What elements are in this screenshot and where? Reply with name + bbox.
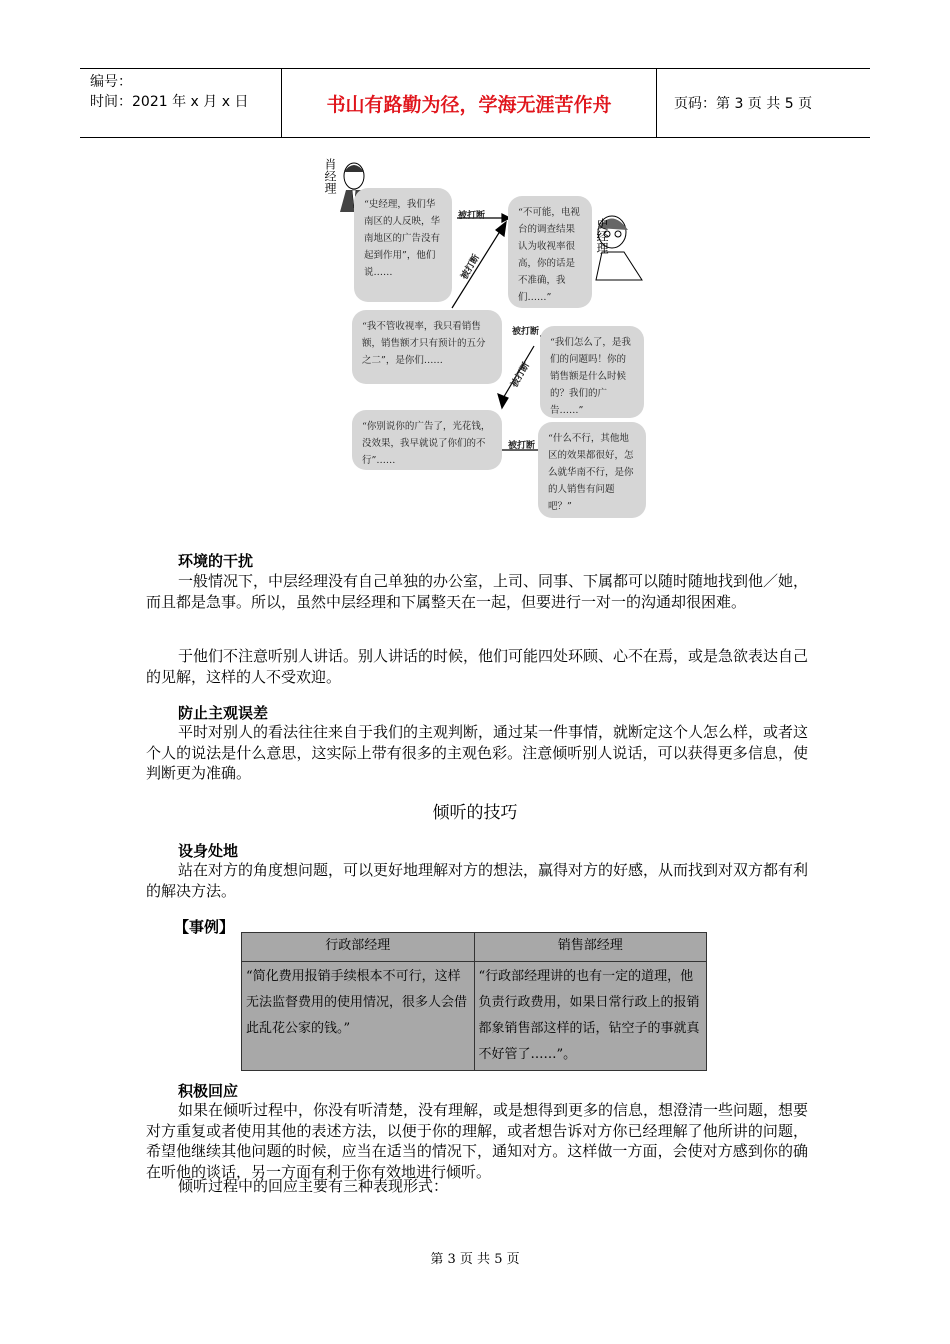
- paragraph: 于他们不注意听别人讲话。别人讲话的时候，他们可能四处环顾、心不在焉，或是急欲表达自己的见解，这样的人不受欢迎。: [146, 647, 809, 686]
- table-header: 销售部经理: [474, 933, 707, 962]
- interrupt-caption: 被打断: [458, 211, 486, 221]
- speech-bubble: “史经理，我们华南区的人反映，华南地区的广告没有起到作用”，他们说……: [354, 188, 452, 302]
- paragraph: 站在对方的角度想问题，可以更好地理解对方的想法，赢得对方的好感，从而找到对双方都有利的解决方法。: [146, 861, 809, 900]
- serial-label: 编号：: [90, 74, 132, 90]
- document-header: [80, 68, 870, 138]
- speech-bubble: “我们怎么了，是我们的问题吗！你的销售额是什么时候的？我们的广告……”: [540, 326, 644, 418]
- speech-bubble: “什么不行，其他地区的效果都很好，怎么就华南不行，是你的人销售有问题吧？”: [538, 422, 646, 518]
- header-motto: 书山有路勤为径，学海无涯苦作舟: [281, 69, 657, 137]
- paragraph: 倾听过程中的回应主要有三种表现形式：: [178, 1177, 449, 1195]
- header-meta: [80, 69, 280, 137]
- section-title: 倾听的技巧: [432, 803, 518, 823]
- paragraph: 一般情况下，中层经理没有自己单独的办公室，上司、同事、下属都可以随时随地找到他／她，而且都是急事。所以，虽然中层经理和下属整天在一起，但要进行一对一的沟通却很困难。: [146, 572, 809, 611]
- dialogue-cartoon: [312, 150, 662, 530]
- paragraph: 平时对别人的看法往往来自于我们的主观判断，通过某一件事情，就断定这个人怎么样，或者这个人的说法是什么意思，这实际上带有很多的主观色彩。注意倾听别人说话，可以获得更多信息，使判断更为准确。: [146, 723, 809, 782]
- speech-bubble: “你别说你的广告了，光花钱，没效果，我早就说了你们的不行”……: [352, 410, 502, 470]
- section-heading: 环境的干扰: [178, 552, 254, 570]
- page-footer: 第 3 页 共 5 页: [430, 1252, 520, 1267]
- table-header: 行政部经理: [242, 933, 475, 962]
- table-cell: “行政部经理讲的也有一定的道理，他负责行政费用，如果日常行政上的报销都象销售部这样的话，钻空子的事就真不好管了……”。: [474, 962, 707, 1071]
- interrupt-caption: 被打断: [512, 327, 540, 337]
- speech-bubble: “我不管收视率，我只看销售额，销售额才只有预计的五分之二”，是你们……: [352, 310, 502, 384]
- paragraph: 如果在倾听过程中，你没有听清楚，没有理解，或是想得到更多的信息，想澄清一些问题，想要对方重复或者使用其他的表述方法，以便于你的理解，或者想告诉对方你已经理解了他所讲的问题，希望他继续其他问题的时候，应当在适当的情况下，通知对方。这样做一方面，会使对方感到你的确在听他的谈话，另一方面有利于你有效地进行倾听。: [146, 1101, 809, 1181]
- speech-bubble: “不可能，电视台的调查结果认为收视率很高，你的话是不准确，我们……”: [508, 196, 592, 308]
- interrupt-caption: 被打断: [459, 253, 482, 282]
- case-table: [241, 932, 707, 1071]
- date-label: 时间：2021 年 x 月 x 日: [90, 94, 249, 110]
- interrupt-caption: 被打断: [509, 361, 532, 390]
- header-page-info: [664, 69, 870, 137]
- case-label: 【事例】: [174, 918, 235, 936]
- person2-label: 史经理: [595, 218, 609, 254]
- interrupt-caption: 被打断: [508, 441, 536, 451]
- person1-label: 肖经理: [323, 158, 337, 194]
- section-heading: 防止主观误差: [178, 704, 269, 722]
- table-cell: “简化费用报销手续根本不可行，这样无法监督费用的使用情况，很多人会借此乱花公家的钱。”: [242, 962, 475, 1071]
- section-heading: 设身处地: [178, 842, 239, 860]
- section-heading: 积极回应: [178, 1082, 239, 1100]
- page-info-text: 页码：第 3 页 共 5 页: [674, 96, 813, 112]
